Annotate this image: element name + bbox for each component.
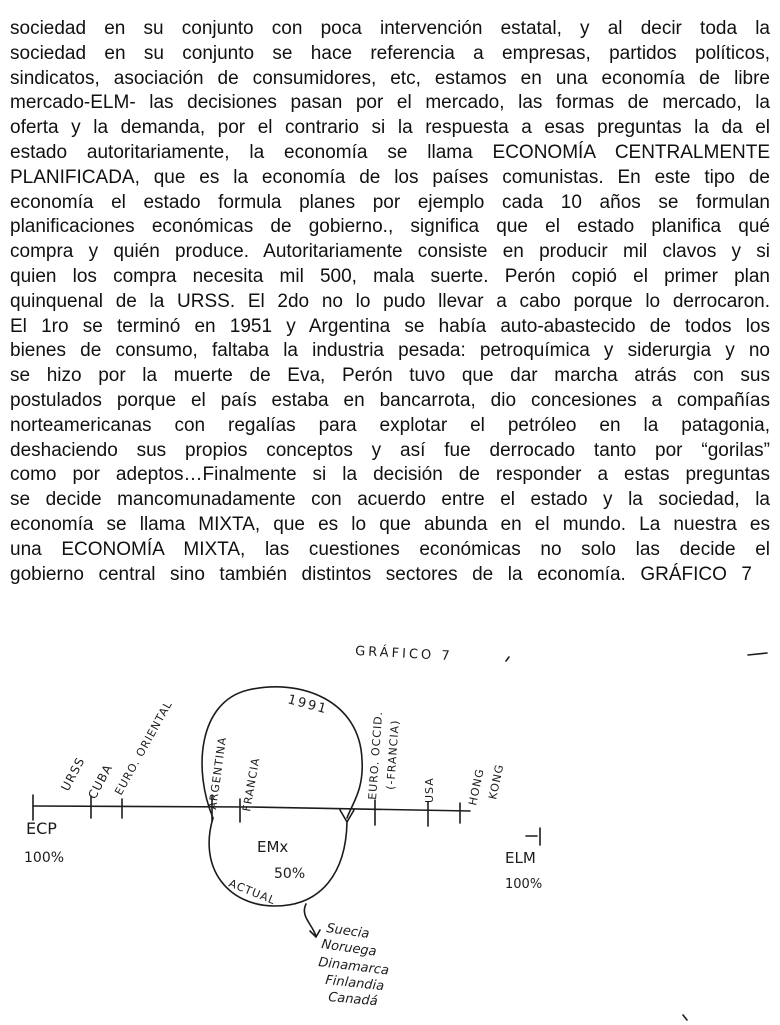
figure-canvas	[0, 600, 780, 1025]
mixed-economy-item: Canadá	[327, 990, 379, 1010]
text-line: deshaciendo sus propios conceptos y así fue derrocado tanto por “gorilas”	[10, 439, 770, 461]
country-label-euro-occid-note: (-FRANCIA)	[384, 719, 402, 791]
country-label-euro-oriental: EURO. ORIENTAL	[112, 698, 176, 798]
text-line: sociedad en su conjunto con poca intervención estatal, y al decir toda la	[10, 18, 770, 39]
country-label-urss: URSS	[58, 754, 88, 794]
axis-left-value: 100%	[24, 850, 65, 866]
text-line: postulados porque el país estaba en bancarrota, dio concesiones a compañías	[10, 389, 770, 411]
figure-title: GRÁFICO 7	[354, 644, 453, 665]
axis-right-value: 100%	[505, 877, 543, 892]
text-line: planificaciones económicas de gobierno., significa que el estado planifica qué	[10, 216, 770, 238]
text-line: oferta y la demanda, por el contrario si la respuesta a esas preguntas la da el	[10, 117, 770, 139]
axis-right-label: ELM	[505, 849, 536, 867]
text-line: bienes de consumo, faltaba la industria pesada: petroquímica y siderurgia y no	[10, 340, 770, 362]
text-line: economía el estado formula planes por ejemplo cada 10 años se formulan	[10, 191, 770, 213]
hand-drawn-figure	[0, 600, 780, 1025]
mixed-economy-item: Noruega	[320, 937, 378, 960]
curve-label-actual: ACTUAL	[226, 876, 278, 908]
text-line: El 1ro se terminó en 1951 y Argentina se había auto-abastecido de todos los	[10, 315, 770, 337]
text-line: PLANIFICADA, que es la economía de los países comunistas. En este tipo de	[10, 166, 770, 188]
text-line: mercado-ELM- las decisiones pasan por el mercado, las formas de mercado, la	[10, 92, 770, 114]
text-line: compra y quién produce. Autoritariamente consiste en producir mil clavos y si	[10, 241, 770, 263]
country-label-usa: USA	[423, 777, 436, 803]
text-line: como por adeptos…Finalmente si la decisión de responder a estas preguntas	[10, 464, 770, 486]
mixed-economy-item: Finlandia	[324, 973, 385, 995]
country-label-francia: FRANCIA	[240, 756, 263, 813]
text-line: economía se llama MIXTA, que es lo que abunda en el mundo. La nuestra es	[10, 513, 770, 535]
pen-mark	[748, 653, 767, 655]
mixed-economy-item: Dinamarca	[317, 955, 390, 979]
country-label-cuba: CUBA	[85, 761, 116, 802]
text-line: una ECONOMÍA MIXTA, las cuestiones económicas no solo las decide el	[10, 538, 770, 560]
curve-actual	[209, 818, 347, 906]
text-line: estado autoritariamente, la economía se llama ECONOMÍA CENTRALMENTE	[10, 141, 770, 163]
text-line: norteamericanas con regalías para explotar el petróleo en la patagonia,	[10, 414, 770, 436]
pen-mark	[683, 1015, 687, 1020]
country-label-euro-occid: EURO. OCCID.	[366, 710, 386, 801]
text-line: quinquenal de la URSS. El 2do no lo pudo llevar a cabo porque lo derrocaron.	[10, 290, 770, 312]
axis-middle-value: 50%	[274, 866, 306, 882]
text-line: se hizo por la muerte de Eva, Perón tuvo que dar marcha atrás con sus	[10, 365, 770, 387]
text-line: gobierno central sino también distintos sectores de la economía. GRÁFICO 7	[10, 563, 752, 585]
country-label-kong: KONG	[486, 762, 507, 801]
pen-mark	[506, 657, 509, 661]
body-text	[10, 17, 770, 587]
mixed-economy-item: Suecia	[325, 921, 371, 942]
text-line: se decide mancomunadamente con acuerdo entre el estado y la sociedad, la	[10, 489, 770, 511]
curve-label-1991: 1991	[285, 692, 330, 718]
text-line: quien los compra necesita mil 500, mala suerte. Perón copió el primer plan	[10, 265, 770, 287]
country-label-argentina: ARGENTINA	[206, 735, 230, 811]
text-line: sindicatos, asociación de consumidores, etc, estamos en una economía de libre	[10, 67, 770, 89]
country-label-hong: HONG	[466, 767, 487, 807]
axis-middle-label: EMx	[257, 838, 289, 856]
text-line: sociedad en su conjunto se hace referencia a empresas, partidos políticos,	[10, 42, 770, 64]
axis-left-label: ECP	[26, 819, 57, 838]
